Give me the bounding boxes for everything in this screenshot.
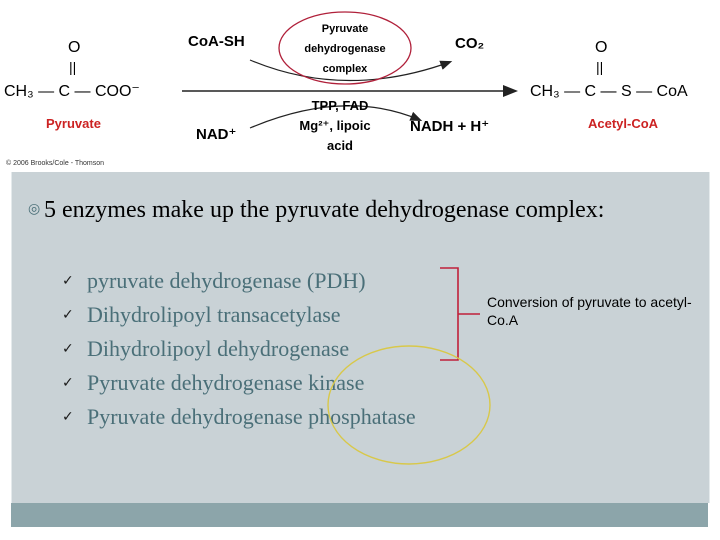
checkmark-icon: ✓ — [62, 307, 74, 323]
enzyme-name-line-1: Pyruvate — [321, 23, 369, 35]
copyright-notice: © 2006 Brooks/Cole - Thomson — [6, 160, 105, 167]
co2-label: CO₂ — [455, 35, 485, 52]
reaction-figure — [0, 0, 720, 172]
acetylcoa-oxygen: O — [595, 39, 608, 56]
enzyme-name: Pyruvate dehydrogenase kinase — [87, 370, 365, 395]
checkmark-icon: ✓ — [62, 375, 74, 391]
checkmark-icon: ✓ — [62, 273, 74, 289]
acetylcoa-double-bond: || — [596, 59, 604, 75]
enzyme-name-line-3: complex — [322, 63, 368, 75]
nadh-label: NADH + H⁺ — [410, 118, 490, 135]
nad-label: NAD⁺ — [196, 126, 237, 143]
coash-label: CoA-SH — [188, 33, 245, 50]
pyruvate-label: Pyruvate — [46, 116, 101, 131]
pyruvate-oxygen: O — [68, 39, 81, 56]
checkmark-icon: ✓ — [62, 409, 74, 425]
pyruvate-double-bond: || — [69, 59, 77, 75]
bullet-icon: ◎ — [28, 202, 41, 217]
acetylcoa-label: Acetyl-CoA — [588, 116, 659, 131]
slide-footer-bar — [11, 503, 708, 527]
enzyme-name: pyruvate dehydrogenase (PDH) — [87, 268, 366, 293]
pyruvate-formula: CH₃ — C — COO⁻ — [4, 83, 140, 100]
cofactor-line-2: Mg²⁺, lipoic — [299, 118, 371, 133]
acetylcoa-formula: CH₃ — C — S — CoA — [530, 83, 688, 100]
enzyme-name: Dihydrolipoyl dehydrogenase — [87, 336, 350, 361]
reaction-diagram — [0, 0, 720, 172]
main-bullet — [28, 194, 684, 226]
cofactor-line-3: acid — [326, 138, 354, 153]
cofactor-line-1: TPP, FAD — [311, 98, 369, 113]
enzyme-name-line-2: dehydrogenase — [304, 43, 386, 55]
enzyme-name: Dihydrolipoyl transacetylase — [87, 302, 341, 327]
conversion-annotation: Conversion of pyruvate to acetyl-Co.A — [487, 294, 692, 328]
main-bullet-text: 5 enzymes make up the pyruvate dehydrogenase complex: — [44, 197, 605, 223]
enzyme-name: Pyruvate dehydrogenase phosphatase — [87, 404, 416, 429]
checkmark-icon: ✓ — [62, 341, 74, 357]
